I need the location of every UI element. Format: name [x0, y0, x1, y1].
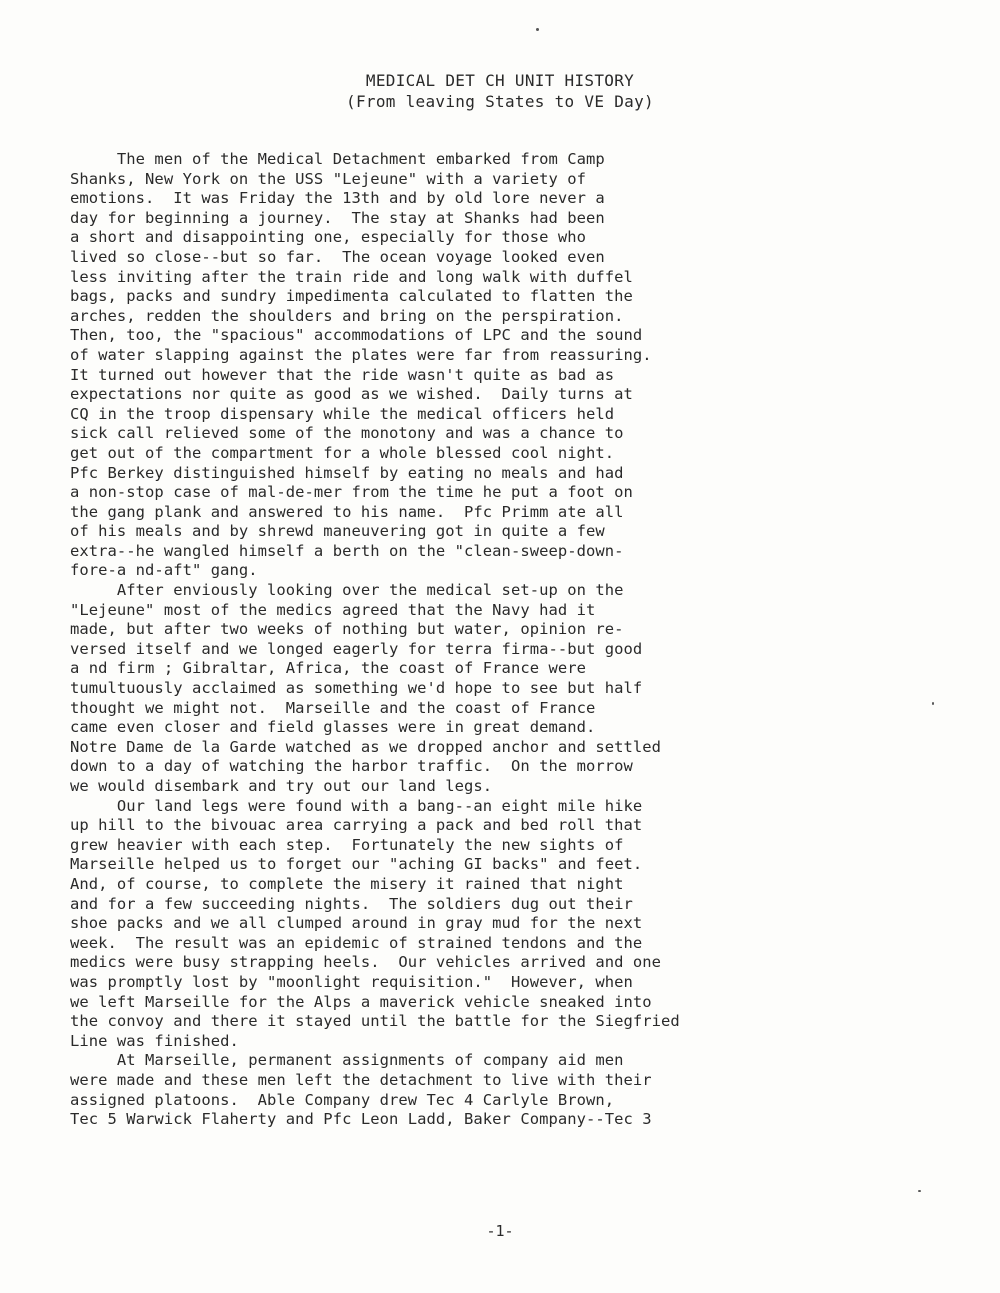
- text-line: "Lejeune" most of the medics agreed that the Navy had it: [70, 600, 596, 619]
- text-line: CQ in the troop dispensary while the medical officers held: [70, 404, 615, 423]
- text-line: of his meals and by shrewd maneuvering got in quite a few: [70, 522, 605, 541]
- ink-speck: [536, 28, 539, 31]
- text-line: shoe packs and we all clumped around in gray mud for the next: [70, 914, 643, 933]
- text-line: grew heavier with each step. Fortunately the new sights of: [70, 835, 624, 854]
- text-line: were made and these men left the detachment to live with their: [70, 1070, 652, 1089]
- text-line: medics were busy strapping heels. Our vehicles arrived and one: [70, 953, 662, 972]
- text-line: Shanks, New York on the USS "Lejeune" with a variety of: [70, 169, 586, 188]
- text-line: up hill to the bivouac area carrying a pack and bed roll that: [70, 816, 643, 835]
- text-line: versed itself and we longed eagerly for terra firma--but good: [70, 639, 643, 658]
- title-line-2: (From leaving States to VE Day): [346, 92, 654, 111]
- ink-speck: [932, 702, 934, 705]
- text-line: extra--he wangled himself a berth on the "clean-sweep-down-: [70, 541, 624, 560]
- text-line: Our land legs were found with a bang--an eight mile hike: [70, 796, 643, 815]
- text-line: of water slapping against the plates were far from reassuring.: [70, 345, 652, 364]
- paragraph: [70, 797, 950, 1052]
- paragraph: [70, 581, 950, 797]
- page-number: -1-: [486, 1222, 514, 1240]
- text-line: we would disembark and try out our land legs.: [70, 777, 493, 795]
- text-line: After enviously looking over the medical set-up on the: [70, 581, 624, 600]
- text-line: we left Marseille for the Alps a maverick vehicle sneaked into: [70, 992, 652, 1011]
- text-line: came even closer and field glasses were in great demand.: [70, 718, 596, 737]
- text-line: It turned out however that the ride wasn't quite as bad as: [70, 365, 615, 384]
- text-line: Then, too, the "spacious" accommodations of LPC and the sound: [70, 326, 643, 345]
- text-line: Marseille helped us to forget our "aching GI backs" and feet.: [70, 855, 643, 874]
- document-body: [70, 150, 950, 1130]
- text-line: was promptly lost by "moonlight requisition." However, when: [70, 972, 633, 991]
- text-line: day for beginning a journey. The stay at Shanks had been: [70, 208, 605, 227]
- text-line: thought we might not. Marseille and the coast of France: [70, 698, 596, 717]
- text-line: Pfc Berkey distinguished himself by eating no meals and had: [70, 463, 624, 482]
- ink-speck: [918, 1190, 921, 1192]
- text-line: expectations nor quite as good as we wished. Daily turns at: [70, 385, 633, 404]
- text-line: At Marseille, permanent assignments of company aid men: [70, 1051, 624, 1070]
- text-line: less inviting after the train ride and long walk with duffel: [70, 267, 633, 286]
- paragraph: [70, 150, 950, 581]
- text-line: The men of the Medical Detachment embarked from Camp: [70, 150, 605, 168]
- text-line: sick call relieved some of the monotony and was a chance to: [70, 424, 624, 443]
- text-line: bags, packs and sundry impedimenta calculated to flatten the: [70, 287, 633, 306]
- text-line: a non-stop case of mal-de-mer from the time he put a foot on: [70, 483, 633, 502]
- text-line: a nd firm ; Gibraltar, Africa, the coast of France were: [70, 659, 586, 678]
- text-line: the convoy and there it stayed until the battle for the Siegfried: [70, 1012, 680, 1031]
- text-line: assigned platoons. Able Company drew Tec 4 Carlyle Brown,: [70, 1090, 615, 1109]
- text-line: And, of course, to complete the misery it rained that night: [70, 874, 624, 893]
- text-line: get out of the compartment for a whole blessed cool night.: [70, 443, 615, 462]
- title-line-1: MEDICAL DET CH UNIT HISTORY: [365, 71, 635, 90]
- text-line: tumultuously acclaimed as something we'd hope to see but half: [70, 679, 643, 698]
- text-line: emotions. It was Friday the 13th and by old lore never a: [70, 189, 605, 208]
- text-line: week. The result was an epidemic of strained tendons and the: [70, 933, 643, 952]
- text-line: Line was finished.: [70, 1031, 239, 1050]
- paragraph: [70, 1051, 950, 1129]
- text-line: Tec 5 Warwick Flaherty and Pfc Leon Ladd, Baker Company--Tec 3: [70, 1110, 652, 1129]
- text-line: Notre Dame de la Garde watched as we dropped anchor and settled: [70, 737, 662, 756]
- text-line: a short and disappointing one, especially for those who: [70, 228, 586, 247]
- text-line: the gang plank and answered to his name. Pfc Primm ate all: [70, 502, 624, 521]
- text-line: made, but after two weeks of nothing but water, opinion re-: [70, 620, 624, 639]
- text-line: down to a day of watching the harbor traffic. On the morrow: [70, 757, 633, 776]
- text-line: fore-a nd-aft" gang.: [70, 561, 258, 580]
- text-line: lived so close--but so far. The ocean voyage looked even: [70, 247, 605, 266]
- text-line: arches, redden the shoulders and bring on the perspiration.: [70, 306, 624, 325]
- text-line: and for a few succeeding nights. The soldiers dug out their: [70, 894, 633, 913]
- document-title: [0, 70, 1000, 112]
